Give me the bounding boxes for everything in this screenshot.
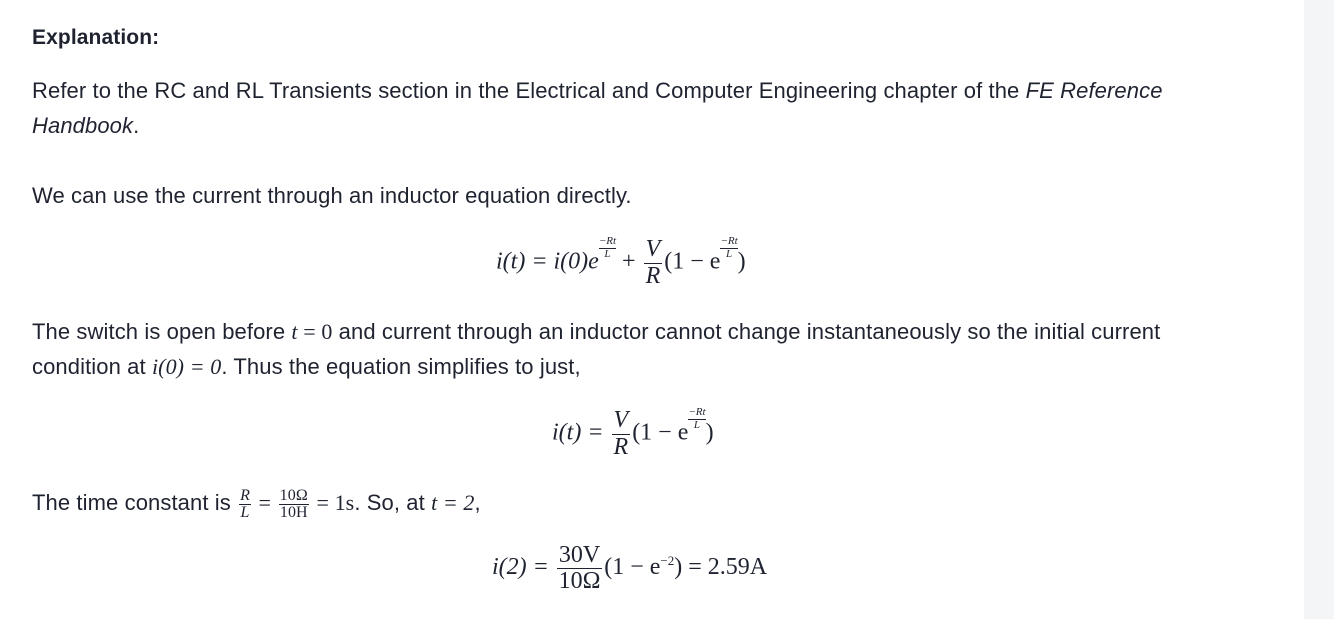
- switch-paragraph: The switch is open before t = 0 and current through an inductor cannot change instantaneously so the initial current condition at i(0) = 0. Thus the equation simplifies to just,: [32, 319, 1161, 379]
- handbook-title: FE Reference Handbook: [32, 78, 1163, 138]
- exponent-fraction-simplified: $\frac{-Rt}{L}$: [688, 406, 706, 431]
- r-over-l-fraction: $\frac{R}{L}$: [240, 486, 250, 521]
- v-over-r-fraction: $\frac{V}{R}$: [645, 236, 661, 289]
- inductor-current-equation: i(t) = i(0)e $\frac{-Rt}{L}$ + $\frac{V}{R}$ (1 − e $\frac{-Rt}{L}$ ): [496, 235, 746, 289]
- time-constant-paragraph: The time constant is $\frac{R}{L}$ = $\frac{10\Omega}{10H}$ = 1s. So, at t = 2,: [32, 486, 481, 521]
- intro-paragraph: We can use the current through an inductor equation directly.: [32, 183, 632, 208]
- exponent-fraction: $\frac{-Rt}{L}$: [598, 235, 617, 260]
- voltage-over-resistance-fraction: $\frac{30V}{10\Omega}$: [558, 542, 601, 595]
- reference-paragraph: Refer to the RC and RL Transients section in the Electrical and Computer Engineering chapter of the FE Reference Handbook.: [32, 78, 1163, 138]
- explanation-heading: Explanation:: [32, 26, 160, 49]
- final-current-equation: i(2) = $\frac{30V}{10\Omega}$ $(1 - e^{-2}) = 2.59A$: [492, 542, 768, 595]
- simplified-equation: i(t) = $\frac{V}{R}$ (1 − e $\frac{-Rt}{L}$ ): [552, 406, 714, 460]
- ohm-over-henry-fraction: $\frac{10\Omega}{10H}$: [279, 486, 308, 521]
- exponent-fraction-2: $\frac{-Rt}{L}$: [720, 235, 738, 260]
- v-over-r-fraction-simplified: $\frac{V}{R}$: [613, 407, 629, 460]
- scrollbar-track[interactable]: [1304, 0, 1334, 619]
